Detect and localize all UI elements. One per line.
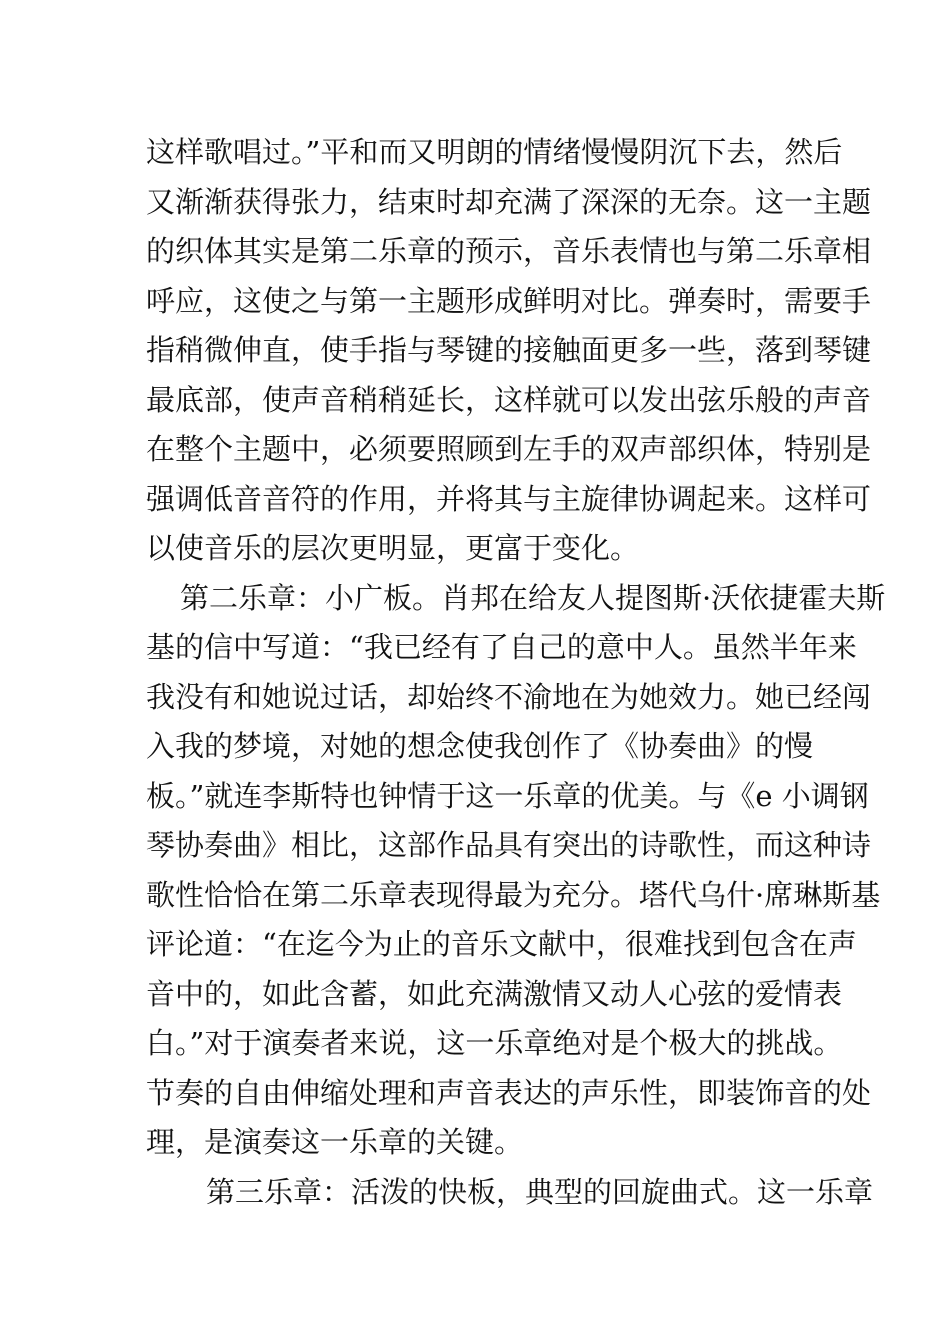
text-line: 理，是演奏这一乐章的关键。 <box>146 1125 524 1159</box>
text-line: 以使音乐的层次更明显，更富于变化。 <box>146 531 640 565</box>
text-line: 又渐渐获得张力，结束时却充满了深深的无奈。这一主题 <box>146 184 872 219</box>
text-line: 节奏的自由伸缩处理和声音表达的声乐性，即装饰音的处 <box>146 1075 872 1110</box>
text-line: 的织体其实是第二乐章的预示，音乐表情也与第二乐章相 <box>146 234 872 268</box>
text-line: 歌性恰恰在第二乐章表现得最为充分。塔代乌什·席琳斯基 <box>146 877 881 912</box>
text-line: 板。”就连李斯特也钟情于这一乐章的优美。与《e 小调钢 <box>146 778 869 813</box>
text-line: 在整个主题中，必须要照顾到左手的双声部织体，特别是 <box>146 432 872 466</box>
text-line: 入我的梦境，对她的想念使我创作了《协奏曲》的慢 <box>146 729 814 763</box>
text-line: 这样歌唱过。”平和而又明朗的情绪慢慢阴沉下去，然后 <box>146 135 843 169</box>
paragraph-start-line: 第二乐章：小广板。肖邦在给友人提图斯·沃依捷霍夫斯 <box>180 580 886 615</box>
text-line: 音中的，如此含蓄，如此充满激情又动人心弦的爱情表 <box>146 976 843 1011</box>
text-line: 呼应，这使之与第一主题形成鲜明对比。弹奏时，需要手 <box>146 283 872 318</box>
paragraph-start-line: 第三乐章：活泼的快板，典型的回旋曲式。这一乐章 <box>206 1174 874 1209</box>
text-line: 强调低音音符的作用，并将其与主旋律协调起来。这样可 <box>146 481 872 516</box>
text-line: 琴协奏曲》相比，这部作品具有突出的诗歌性，而这种诗 <box>146 828 872 862</box>
text-line: 白。”对于演奏者来说，这一乐章绝对是个极大的挑战。 <box>146 1026 843 1060</box>
text-line: 评论道：“在迄今为止的音乐文献中，很难找到包含在声 <box>146 927 857 961</box>
body-text <box>146 128 886 1217</box>
text-line: 指稍微伸直，使手指与琴键的接触面更多一些，落到琴键 <box>146 333 872 367</box>
text-line: 基的信中写道：“我已经有了自己的意中人。虽然半年来 <box>146 630 857 664</box>
text-line: 最底部，使声音稍稍延长，这样就可以发出弦乐般的声音 <box>146 382 872 417</box>
text-line: 我没有和她说过话，却始终不渝地在为她效力。她已经闯 <box>146 679 872 714</box>
